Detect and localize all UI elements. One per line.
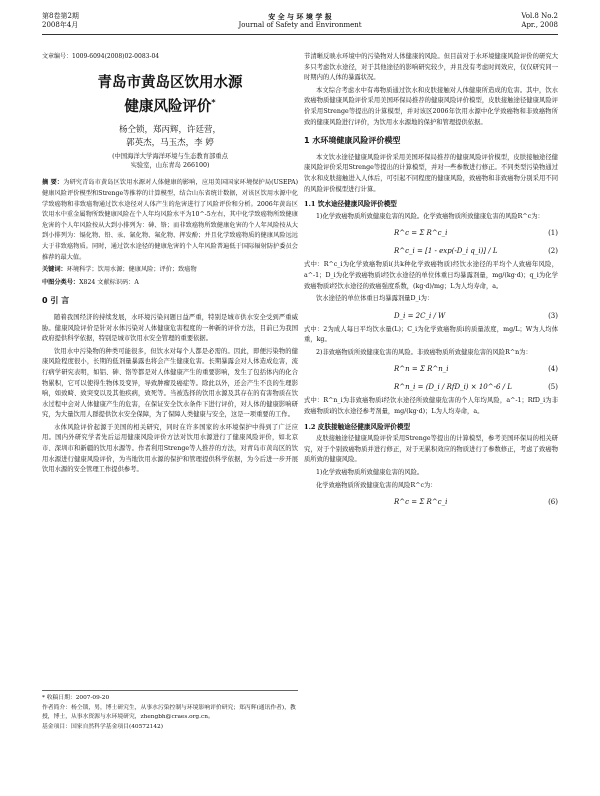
equation-6-number: (6) [548,498,558,507]
equation-3-formula: D_i = 2C_i / W [394,311,446,320]
section-1-2-paragraph-1: 皮肤接触途径健康风险评价采用Strenge等提出的计算模型，参考美国环保局的相关研究，对于个别致癌物质并进行修正，对于无累积效应的物质进行了参数修正，考虑了致癌物质所致的健康风险。 [304,435,558,464]
section-1-heading: 1 水环境健康风险评价模型 [304,136,401,146]
article-number: 文章编号：1009-6094(2008)02-0083-04 [42,53,160,60]
affiliation [42,152,298,170]
issue-date-en: Apr., 2008 [521,21,558,29]
equation-3-number: (3) [548,311,558,320]
abstract-label: 摘 要： [42,179,64,187]
header-center [42,12,558,30]
equation-5-number: (5) [548,383,558,392]
journal-name-en: Journal of Safety and Environment [238,21,362,29]
abstract-text: 为研究青岛市黄岛区饮用水源对人体健康的影响，应用美国国家环境保护局(USEPA)健康风险评价模型和Strenge等推荐的计算模型，结合山东省统计数据，对该区饮用水源中化学致癌物和非致癌物通过饮水途径对人体产生的危害进行了风险评价和分析。2006年黄岛区饮用水中重金属物所致健康风险在个人年均风险水平为10^-5左右，其中化学致癌物所致健康危害的个人年风险按从大到小排列为：砷、铬；而非致癌物所致健康危害的个人年风险按从大到小排列为：镉化物、铅、汞、氰化物、氟化物、挥发酚；并且化学致癌物质的健康风险远远大于非致癌物质。同时，通过饮水途径的健康危害的个人年风险普遍低于国际辐射防护委员会推荐的最大值。 [42,179,299,261]
equation-4-formula: R^n = Σ R^n_i [394,365,449,374]
paper-title [42,73,298,117]
footnote-received: * 收稿日期：2007-09-20 [42,695,110,701]
footnote-fund: 基金项目：国家自然科学基金项目(40572142) [42,723,163,730]
section-1-2-heading: 1.2 皮肤接触途径健康风险评价模型 [304,422,411,431]
equation-3-description: 式中：2为成人每日平均饮水量(L)；C_i为化学致癌物质i的质量浓度，mg/L；W为人均体重，kg。 [304,325,558,344]
intro-paragraph-3: 水体风险评价起源于美国的相关研究，同时在许多国家的水环境保护中得到了广泛应用。国内外研究学者先后运用健康风险评价方法对饮用水源进行了健康风险评价，如北京市、深圳市和新疆的饮用水源等。作者利用Strenge等人推荐的方法，对青岛市黄岛区的饮用水源进行健康风险评价，为当地饮用水源的保护和管理提供科学依据，为今后进一步开展饮用水源的安全管理工作提供参考。 [42,423,298,474]
equation-4 [304,360,558,378]
section-1-1-paragraph: 1)化学致癌物质所致健康危害的风险。化学致癌物质所致健康危害的风险R^c为： [316,212,544,220]
clc-text: X824 文献标识码：A [79,278,139,286]
header-right [521,12,558,30]
equation-1-number: (1) [548,229,558,238]
intro-paragraph-1: 随着我国经济的持续发展，水环境污染问题日益严重，特别是城市供水安全受到严重威胁。健康风险评价是针对水体污染对人体健康危害程度的一种新的评价方法，目前已为我国政府提供科学依据，特别是城市饮用水安全管理的重要依据。 [42,313,298,343]
issue-date: 2008年4月 [42,21,79,29]
section-1-2-paragraph-2: 1)化学致癌物质所致健康危害的风险。 [316,469,424,477]
equation-2 [304,242,558,260]
equation-3 [304,307,558,325]
keywords-label: 关键词： [42,266,67,274]
section-0-heading: 0 引 言 [42,296,70,306]
page-header [42,12,558,38]
classification [42,278,298,289]
left-column [42,52,298,478]
equation-2-formula: R^c_i = [1 - exp(-D_i q_i)] / L [394,247,498,256]
volume-issue: 第8卷第2期 [42,12,79,20]
section-1-paragraph: 本文饮水途径健康风险评价采用美国环保局推荐的健康风险评价模型，皮肤接触途径健康风险评价采用Strenge等提出的计算模型，并对一些参数进行修正。不同类型污染物通过饮水和皮肤接触进入人体后，可引起不同程度的健康风险，致癌物和非致癌物分别采用不同的风险评价模型进行计算。 [304,153,558,193]
equation-2-number: (2) [548,247,558,256]
section-1-2-paragraph-3: 化学致癌物质所致健康危害的风险R^c为： [316,481,437,489]
title-footnote-mark: * [211,97,216,107]
equation-5-formula: R^n_i = (D_i / RfD_i) × 10^-6 / L [394,383,512,392]
clc-label: 中图分类号： [42,278,80,286]
keywords-text: 环境科学；饮用水源；健康风险；评价；致癌物 [66,266,197,274]
affiliation-line-1: (中国海洋大学海洋环境与生态教育部重点 [112,153,228,161]
right-column [304,52,558,511]
equation-6-formula: R^c = Σ R^c_i [394,498,448,507]
keywords [42,265,298,276]
footnote-author-intro: 作者简介：杨仝锁，男，博士研究生，从事水污染控制与环境影响评价研究；郑丙辉(通讯作者)，教授，博士，从事水资源与水环境研究，zhengbh@craes.org.cn。 [42,704,296,720]
affiliation-line-2: 实验室，山东青岛 266100) [130,162,210,170]
equation-4-number: (4) [548,365,558,374]
section-1-1-heading: 1.1 饮水途径健康风险评价模型 [304,200,397,209]
title-line-2: 健康风险评价* [124,97,216,115]
equation-6 [304,493,558,511]
equation-1 [304,224,558,242]
title-line-1: 青岛市黄岛区饮用水源 [97,74,243,91]
right-paragraph-1: 节清晰反映水环境中的污染物对人体健康的风险。但目前对于水环境健康风险评价的研究大多只考虑饮水途径，对于其他途径的影响研究较少，并且没有考虑时间效应，仅仅研究同一时期内的人体的暴露状况。 [304,53,558,82]
footnotes [42,690,298,732]
authors-line-2: 郭英杰，马玉杰，李 婷 [126,138,214,149]
header-rule [42,34,558,35]
equation-5 [304,378,558,396]
noncarcinogen-intro: 2)非致癌物质所致健康危害的风险。非致癌物质所致健康危害的风险R^n为： [316,348,532,356]
authors [42,124,298,150]
equation-5-description: 式中：R^n_i为非致癌物质i经饮水途径所致健康危害的个人年均风险，a^-1；RfD_i为非致癌物质i的饮水途径参考剂量，mg/(kg·d)；L为人均寿命，a。 [304,397,558,416]
equation-2-description: 式中：R^c_i为化学致癌物质i(共k种化学致癌物质)经饮水途径的平均个人致癌年风险，a^-1；D_i为化学致癌物质i经饮水途径的单位体重日均暴露剂量，mg/(kg·d)；q_i为化学致癌物质i经饮水途径的致癌强度系数，(kg·d)/mg；L为人均寿命，a。 [304,261,558,290]
right-paragraph-2: 本文综合考虑水中有毒物质通过饮水和皮肤接触对人体健康所造成的危害。其中，饮水致癌物质健康风险评价采用美国环保局推荐的健康风险评价模型，皮肤接触途径健康风险评价采用Strenge等提出的计算模型，并对该区2006年饮用水源中化学致癌物和非致癌物所致的健康风险进行评价，为饮用水水源地的保护和管理提供依据。 [304,86,558,126]
equation-1-formula: R^c = Σ R^c_i [394,229,448,238]
volume-issue-en: Vol.8 No.2 [521,12,558,20]
equation-3-intro: 饮水途径的单位体重日均暴露剂量D_i为： [316,295,434,303]
abstract [42,178,298,263]
intro-paragraph-2: 饮用水中污染物的种类可能很多，但饮水对每个人都是必需的。因此，即便污染物的健康风险程度很小，长期的低剂量暴露也将会产生健康危害。长期暴露会对人体造成危害，流行病学研究表明，如铝、砷、铬等都是对人体健康产生的重要影响，发生了包括体内的化合物累积，它可以使得生物体及变异，导致肿瘤及癌症等。除此以外，还会产生不良的生理影响，如致畸、致突变以及其他疾病，致死等。当被选择的饮用水源及其存在的有害物质在饮水过程中会对人体健康产生的危害，在保证安全饮水条件下进行评价，对人体的健康影响研究，为大量饮用人群提供饮水安全保障，为了保障人类健康与安全，这是一项重要的工作。 [42,347,298,419]
authors-line-1: 杨仝锁，郑丙辉，许廷营， [118,125,221,136]
journal-name-cn: 安 全 与 环 境 学 报 [268,12,332,21]
